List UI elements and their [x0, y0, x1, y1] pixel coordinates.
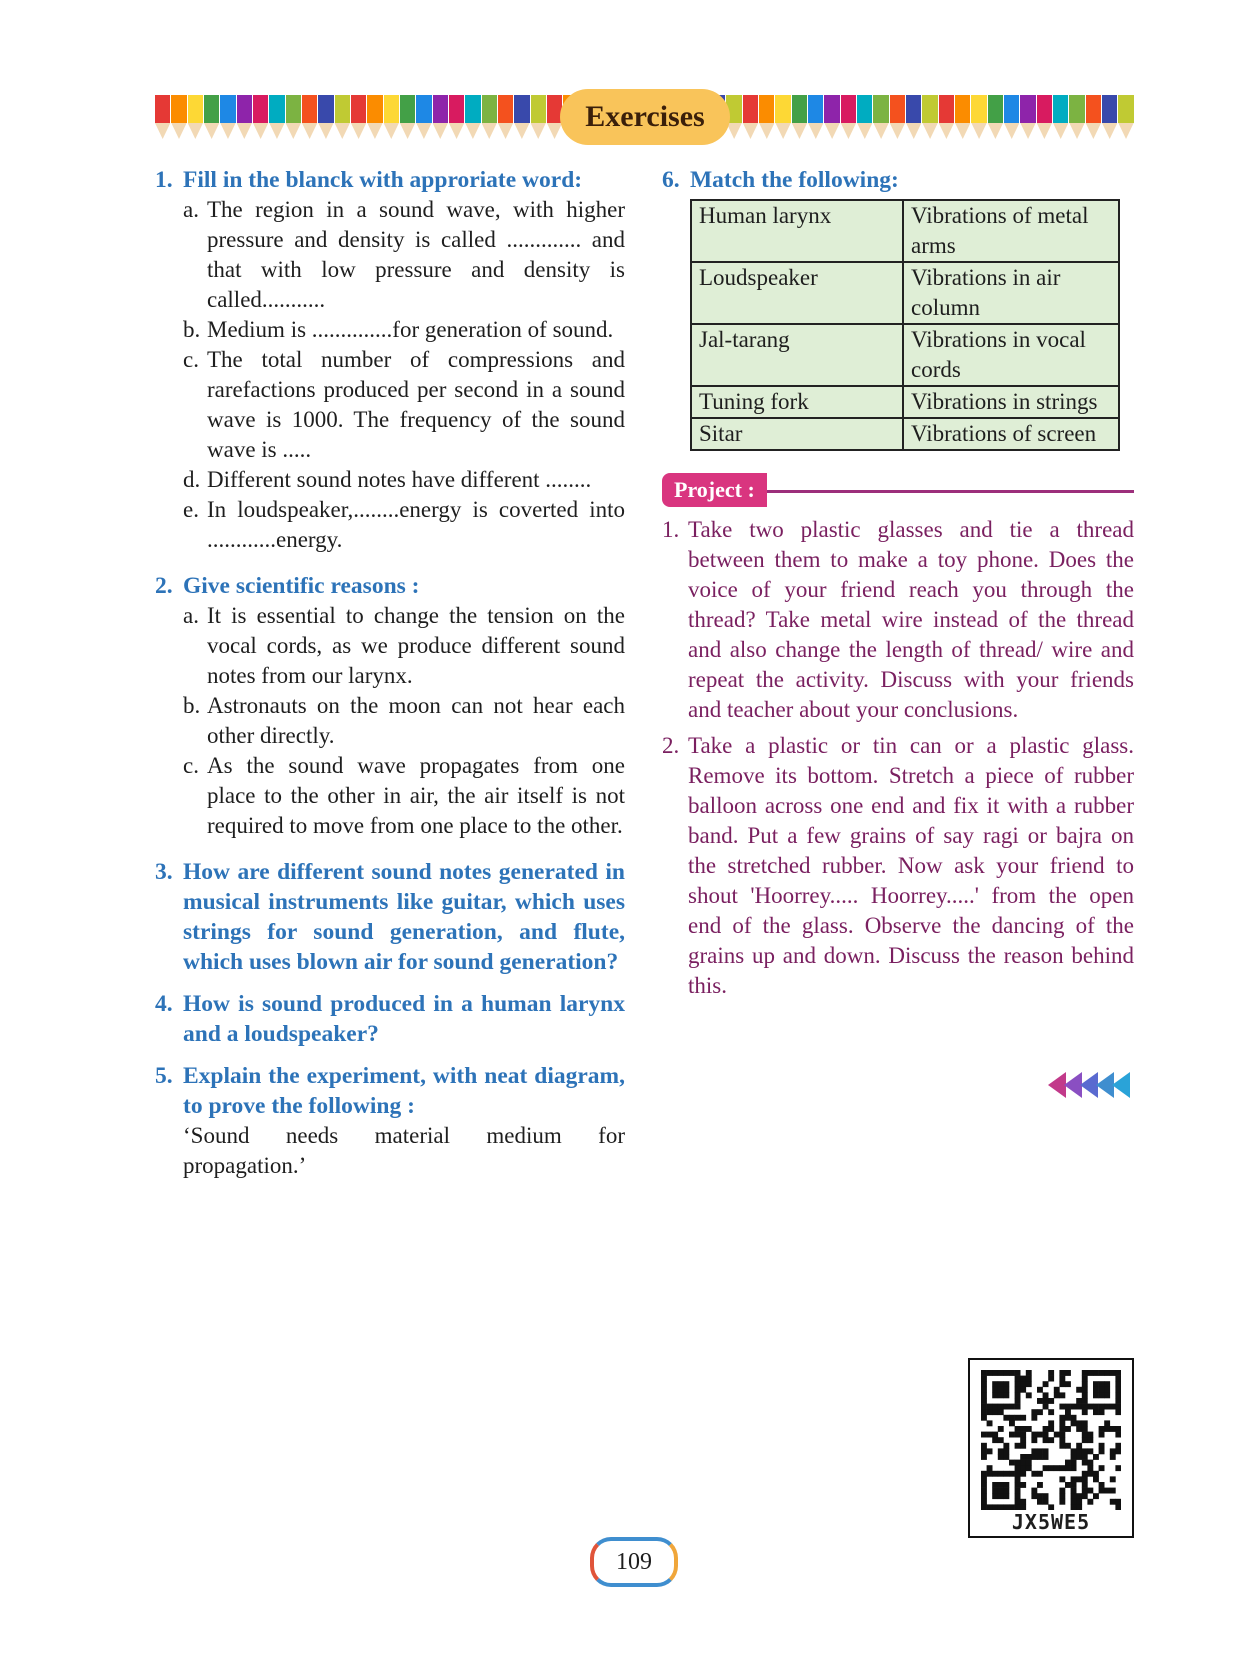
right-column	[662, 165, 1134, 1001]
page-number: 109	[590, 1537, 678, 1587]
qr-code	[968, 1358, 1134, 1538]
table-cell: Vibrations in air column	[903, 262, 1119, 324]
pencil-decoration	[1004, 95, 1019, 145]
pencil-decoration	[416, 95, 431, 145]
question-6-heading: 6. Match the following:	[662, 167, 899, 193]
pencil-decoration	[971, 95, 986, 145]
pencil-decoration	[775, 95, 790, 145]
project-header	[662, 473, 1134, 509]
pencil-decoration	[1069, 95, 1084, 145]
pencil-decoration	[465, 95, 480, 145]
q1-item-e: e. In loudspeaker,........energy is coverted into ............energy.	[183, 497, 625, 552]
table-row	[691, 386, 1119, 418]
back-arrows-icon	[1048, 1070, 1132, 1100]
table-cell: Jal-tarang	[691, 324, 903, 386]
pencil-decoration	[155, 95, 170, 145]
page-title: Exercises	[560, 89, 730, 145]
q1-item-c: c. The total number of compressions and rarefactions produced per second in a sound wave is 1000. The frequency of the sound wave is .....	[183, 347, 625, 462]
table-cell: Human larynx	[691, 200, 903, 262]
table-row	[691, 200, 1119, 262]
pencil-decoration	[939, 95, 954, 145]
pencil-decoration	[514, 95, 529, 145]
pencil-decoration	[922, 95, 937, 145]
table-cell: Tuning fork	[691, 386, 903, 418]
pencil-decoration	[743, 95, 758, 145]
pencil-decoration	[1086, 95, 1101, 145]
pencil-decoration	[482, 95, 497, 145]
table-row	[691, 418, 1119, 450]
pencil-decoration	[1053, 95, 1068, 145]
project-list	[662, 515, 1134, 1001]
pencil-decoration	[400, 95, 415, 145]
q1-item-b: b. Medium is ..............for generation of sound.	[183, 317, 614, 342]
pencil-decoration	[286, 95, 301, 145]
qr-code-label: JX5WE5	[1011, 1510, 1091, 1534]
project-item-1: 1. Take two plastic glasses and tie a thread between them to make a toy phone. Does the voice of your friend reach you through the thread? Take metal wire instead of the thread and also change the length of thread/ wire and repeat the activity. Discuss with your friends and teacher about your conclusions.	[662, 517, 1134, 722]
pencil-decoration	[433, 95, 448, 145]
table-cell: Vibrations in vocal cords	[903, 324, 1119, 386]
pencil-decoration	[253, 95, 268, 145]
pencil-decoration	[841, 95, 856, 145]
exercises-banner	[155, 95, 1135, 145]
pencil-decoration	[302, 95, 317, 145]
pencil-decoration	[351, 95, 366, 145]
pencil-decoration	[906, 95, 921, 145]
pencil-decoration	[335, 95, 350, 145]
table-cell: Sitar	[691, 418, 903, 450]
pencil-decoration	[759, 95, 774, 145]
pencil-decoration	[171, 95, 186, 145]
question-3: 3. How are different sound notes generated in musical instruments like guitar, which uses strings for sound generation, and flute, which uses blown air for sound generation?	[155, 859, 625, 975]
table-row	[691, 262, 1119, 324]
table-row	[691, 324, 1119, 386]
q5-quote: ‘Sound needs material medium for propagation.’	[183, 1123, 625, 1178]
pencil-decoration	[824, 95, 839, 145]
pencil-decoration	[1102, 95, 1117, 145]
question-1-heading: 1. Fill in the blanck with approriate word:	[155, 167, 583, 193]
q2-item-a: a. It is essential to change the tension on the vocal cords, as we produce different sound notes from our larynx.	[183, 603, 625, 688]
project-label: Project :	[662, 473, 767, 507]
table-cell: Vibrations of metal arms	[903, 200, 1119, 262]
pencil-decoration	[498, 95, 513, 145]
pencil-decoration	[873, 95, 888, 145]
match-table	[690, 199, 1120, 451]
project-item-2: 2. Take a plastic or tin can or a plastic glass. Remove its bottom. Stretch a piece of rubber balloon across one end and fix it with a rubber band. Put a few grains of say ragi or bajra on the stretched rubber. Now ask your friend to shout 'Hoorrey..... Hoorrey.....' from the open end of the glass. Observe the dancing of the grains up and down. Discuss the reason behind this.	[662, 733, 1134, 998]
pencil-decoration	[188, 95, 203, 145]
table-cell: Vibrations of screen	[903, 418, 1119, 450]
question-5: 5. Explain the experiment, with neat diagram, to prove the following :	[155, 1063, 625, 1119]
pencil-decoration	[220, 95, 235, 145]
pencil-decoration	[531, 95, 546, 145]
pencil-decoration	[988, 95, 1003, 145]
pencil-decoration	[1118, 95, 1133, 145]
pencil-decoration	[269, 95, 284, 145]
pencil-decoration	[792, 95, 807, 145]
pencil-decoration	[1037, 95, 1052, 145]
pencil-decoration	[890, 95, 905, 145]
pencil-decoration	[384, 95, 399, 145]
question-4: 4. How is sound produced in a human larynx and a loudspeaker?	[155, 991, 625, 1047]
table-cell: Vibrations in strings	[903, 386, 1119, 418]
pencil-decoration	[1020, 95, 1035, 145]
pencil-decoration	[367, 95, 382, 145]
q1-item-a: a. The region in a sound wave, with higher pressure and density is called ............. and that with low pressure and density is called...........	[183, 197, 625, 312]
pencil-decoration	[808, 95, 823, 145]
question-2-heading: 2. Give scientific reasons :	[155, 573, 420, 599]
q1-item-d: d. Different sound notes have different ........	[183, 467, 592, 492]
pencil-decoration	[204, 95, 219, 145]
qr-code-icon	[981, 1370, 1121, 1510]
pencil-decoration	[318, 95, 333, 145]
pencil-decoration	[955, 95, 970, 145]
q2-item-b: b. Astronauts on the moon can not hear each other directly.	[183, 693, 625, 748]
left-column	[155, 165, 625, 1181]
project-divider	[767, 490, 1134, 493]
q2-item-c: c. As the sound wave propagates from one place to the other in air, the air itself is not required to move from one place to the other.	[183, 753, 625, 838]
pencil-decoration	[857, 95, 872, 145]
pencil-decoration	[449, 95, 464, 145]
pencil-decoration	[237, 95, 252, 145]
table-cell: Loudspeaker	[691, 262, 903, 324]
